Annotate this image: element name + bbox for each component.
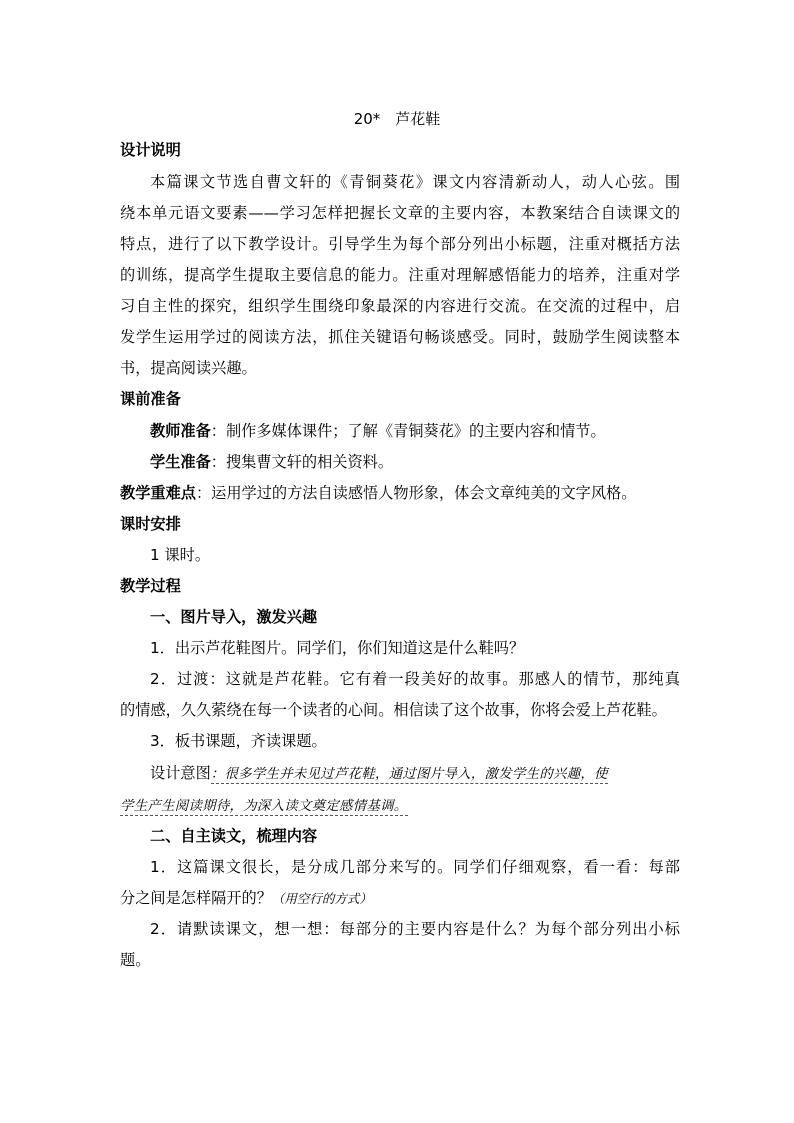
- part1-item-3: 3．板书课题，齐读课题。: [150, 732, 327, 750]
- design-intent-line-1: [150, 763, 680, 785]
- design-line-2: 绕本单元语文要素——学习怎样把握长文章的主要内容，本教案结合自读课文的: [120, 204, 680, 222]
- page-title: 20* 芦花鞋: [353, 110, 441, 128]
- part1-heading: 一、图片导入，激发兴趣: [150, 608, 318, 626]
- part2-item-1-note: （用空行的方式）: [271, 891, 372, 906]
- part2-item-2-line-1: 2．请默读课文，想一想：每部分的主要内容是什么？为每个部分列出小标: [150, 920, 680, 938]
- prep-heading: 课前准备: [120, 390, 181, 408]
- key-points-text: ：运用学过的方法自读感悟人物形象，体会文章纯美的文字风格。: [195, 484, 637, 502]
- part1-item-1: 1．出示芦花鞋图片。同学们，你们知道这是什么鞋吗？: [150, 639, 525, 657]
- design-intent-label: 设计意图: [150, 764, 211, 782]
- process-heading: 教学过程: [120, 577, 181, 595]
- student-prep-label: 学生准备: [150, 453, 211, 471]
- time-text: 1 课时。: [150, 546, 211, 564]
- design-line-3: 特点，进行了以下教学设计。引导学生为每个部分列出小标题，注重对概括方法: [120, 235, 680, 253]
- design-line-4: 的训练，提高学生提取主要信息的能力。注重对理解感悟能力的培养，注重对学: [120, 266, 680, 284]
- part2-item-1-text: 分之间是怎样隔开的？: [120, 889, 272, 907]
- design-line-6: 发学生运用学过的阅读方法，抓住关键语句畅谈感受。同时，鼓励学生阅读整本: [120, 328, 680, 346]
- student-prep-text: ：搜集曹文轩的相关资料。: [210, 453, 393, 471]
- student-prep: [150, 452, 680, 472]
- design-heading: 设计说明: [120, 141, 181, 159]
- part2-item-1-line-2: [120, 888, 680, 909]
- design-line-5: 习自主性的探究，组织学生围绕印象最深的内容进行交流。在交流的过程中，启: [120, 297, 680, 315]
- part1-item-2-line-2: 的情感，久久萦绕在每一个读者的心间。相信读了这个故事，你将会爱上芦花鞋。: [120, 701, 667, 719]
- part2-item-2-line-2: 题。: [120, 951, 151, 969]
- design-intent-text-1: ：很多学生并未见过芦花鞋，通过图片导入，激发学生的兴趣，使: [210, 767, 608, 782]
- key-points: [120, 483, 680, 503]
- key-points-label: 教学重难点: [120, 484, 196, 502]
- part1-item-2-line-1: 2．过渡：这就是芦花鞋。它有着一段美好的故事。那感人的情节，那纯真: [150, 670, 680, 688]
- teacher-prep-label: 教师准备: [150, 422, 211, 440]
- part2-heading: 二、自主读文，梳理内容: [150, 827, 318, 845]
- design-line-7: 书，提高阅读兴趣。: [120, 359, 257, 377]
- design-intent-line-2: [120, 795, 680, 817]
- time-heading: 课时安排: [120, 515, 181, 533]
- teacher-prep: [150, 421, 680, 441]
- teacher-prep-text: ：制作多媒体课件；了解《青铜葵花》的主要内容和情节。: [210, 422, 606, 440]
- design-line-1: 本篇课文节选自曹文轩的《青铜葵花》课文内容清新动人，动人心弦。围: [150, 173, 680, 191]
- design-intent-text-2: 学生产生阅读期待，为深入读文奠定感情基调。: [120, 799, 408, 814]
- part2-item-1-line-1: 1．这篇课文很长，是分成几部分来写的。同学们仔细观察，看一看：每部: [150, 858, 680, 876]
